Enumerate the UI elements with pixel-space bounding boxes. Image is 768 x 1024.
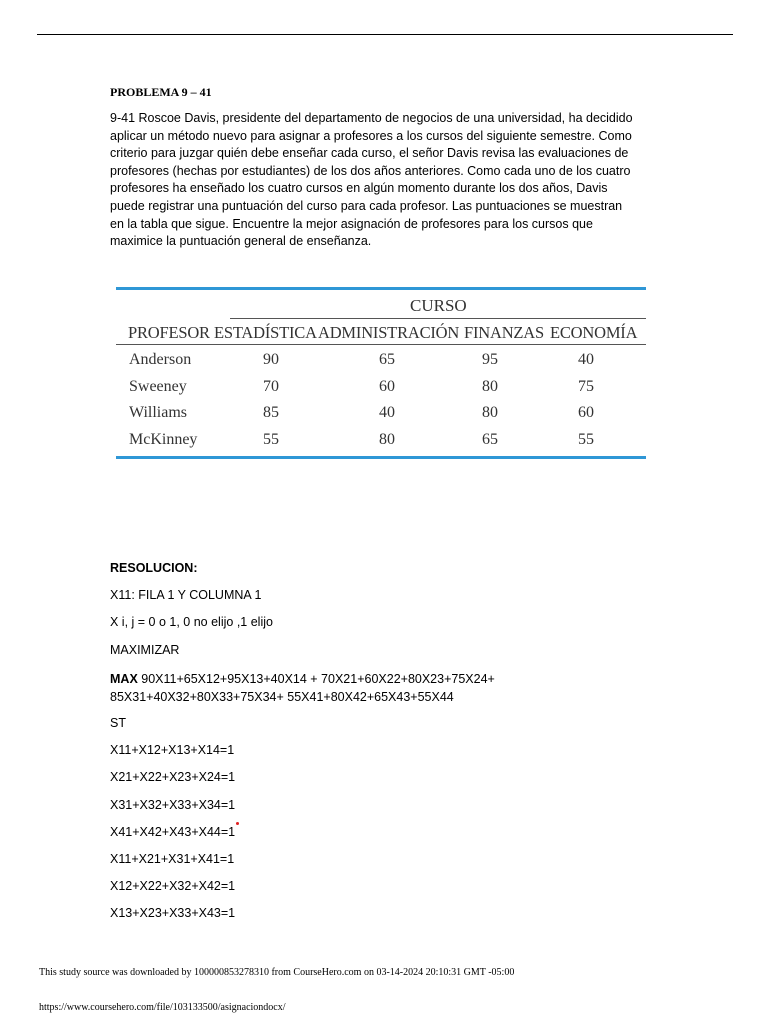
paragraph-line: criterio para juzgar quién debe enseñar cada curso, el señor Davis revisa las evaluaciones de (110, 146, 629, 161)
table-top-rule (116, 287, 646, 290)
optimization-sense: MAXIMIZAR (110, 643, 180, 657)
paragraph-line: profesores ha enseñado los cuatro cursos en algún momento durante los dos años, Davis (110, 181, 608, 196)
table-cell: 65 (379, 351, 395, 368)
paragraph-line: 9-41 Roscoe Davis, presidente del departamento de negocios de una universidad, ha decidido (110, 111, 633, 125)
table-cell: 40 (578, 351, 594, 368)
header-rule (116, 344, 646, 345)
constraint: X12+X22+X32+X42=1 (110, 879, 236, 893)
table-cell: 85 (263, 404, 279, 421)
objective-line-1: 90X11+65X12+95X13+40X14 + 70X21+60X22+80X23+75X24+ (137, 672, 495, 686)
table-row-name: Anderson (129, 351, 192, 368)
table-cell: 80 (482, 404, 498, 421)
paragraph-line: profesores (hechas por estudiantes) de los dos años anteriores. Como cada uno de los cuatro (110, 163, 631, 178)
table-cell: 65 (482, 431, 498, 448)
constraint: X21+X22+X23+X24=1 (110, 770, 236, 784)
problem-heading: PROBLEMA 9 – 41 (110, 85, 212, 99)
table-cell: 90 (263, 351, 279, 368)
paragraph-line: en la tabla que sigue. Encuentre la mejor asignación de profesores para los cursos que (110, 216, 593, 231)
table-cell: 70 (263, 378, 279, 395)
subject-to: ST (110, 716, 126, 730)
table-cell: 40 (379, 404, 395, 421)
objective-line-2: 85X31+40X32+80X33+75X34+ 55X41+80X42+65X43+55X44 (110, 690, 454, 704)
table-bottom-rule (116, 456, 646, 459)
table-cell: 55 (263, 431, 279, 448)
top-rule (37, 34, 733, 35)
source-url[interactable]: https://www.coursehero.com/file/103133500/asignaciondocx/ (39, 1002, 286, 1013)
table-cell: 95 (482, 351, 498, 368)
table-cell: 75 (578, 378, 594, 395)
header-profesor: PROFESOR (128, 323, 210, 342)
download-note: This study source was downloaded by 100000853278310 from CourseHero.com on 03-14-2024 20:10:31 GMT -05:00 (39, 967, 515, 978)
table-cell: 55 (578, 431, 594, 448)
group-header-rule (230, 318, 646, 319)
header-economia: ECONOMÍA (550, 323, 638, 342)
table-cell: 80 (482, 378, 498, 395)
header-administracion: ADMINISTRACIÓN (318, 323, 460, 342)
constraint: X13+X23+X33+X43=1 (110, 906, 236, 920)
variable-definition: X11: FILA 1 Y COLUMNA 1 (110, 588, 262, 602)
paragraph-line: aplicar un método nuevo para asignar a profesores a los cursos del siguiente semestre. Como (110, 128, 632, 143)
objective-function (110, 670, 495, 706)
table-row-name: Williams (129, 404, 188, 421)
table-group-header: CURSO (410, 296, 467, 315)
scores-table (116, 287, 646, 459)
table-cell: 80 (379, 431, 395, 448)
paragraph-line: puede registrar una puntuación del curso para cada profesor. Las puntuaciones se muestran (110, 198, 623, 213)
constraint: X11+X12+X13+X14=1 (110, 743, 235, 757)
red-mark (236, 822, 239, 825)
problem-statement (110, 110, 658, 251)
constraint: X31+X32+X33+X34=1 (110, 798, 236, 812)
table-cell: 60 (379, 378, 395, 395)
table-cell: 60 (578, 404, 594, 421)
table-row-name: McKinney (129, 431, 198, 448)
header-finanzas: FINANZAS (464, 323, 544, 342)
resolution-title: RESOLUCION: (110, 561, 198, 575)
constraint: X41+X42+X43+X44=1 (110, 825, 236, 839)
header-estadistica: ESTADÍSTICA (214, 323, 317, 342)
binary-definition: X i, j = 0 o 1, 0 no elijo ,1 elijo (110, 615, 273, 629)
constraint: X11+X21+X31+X41=1 (110, 852, 235, 866)
paragraph-line: maximice la puntuación general de enseñanza. (110, 234, 372, 249)
max-label: MAX (110, 672, 138, 686)
table-row-name: Sweeney (129, 378, 187, 395)
